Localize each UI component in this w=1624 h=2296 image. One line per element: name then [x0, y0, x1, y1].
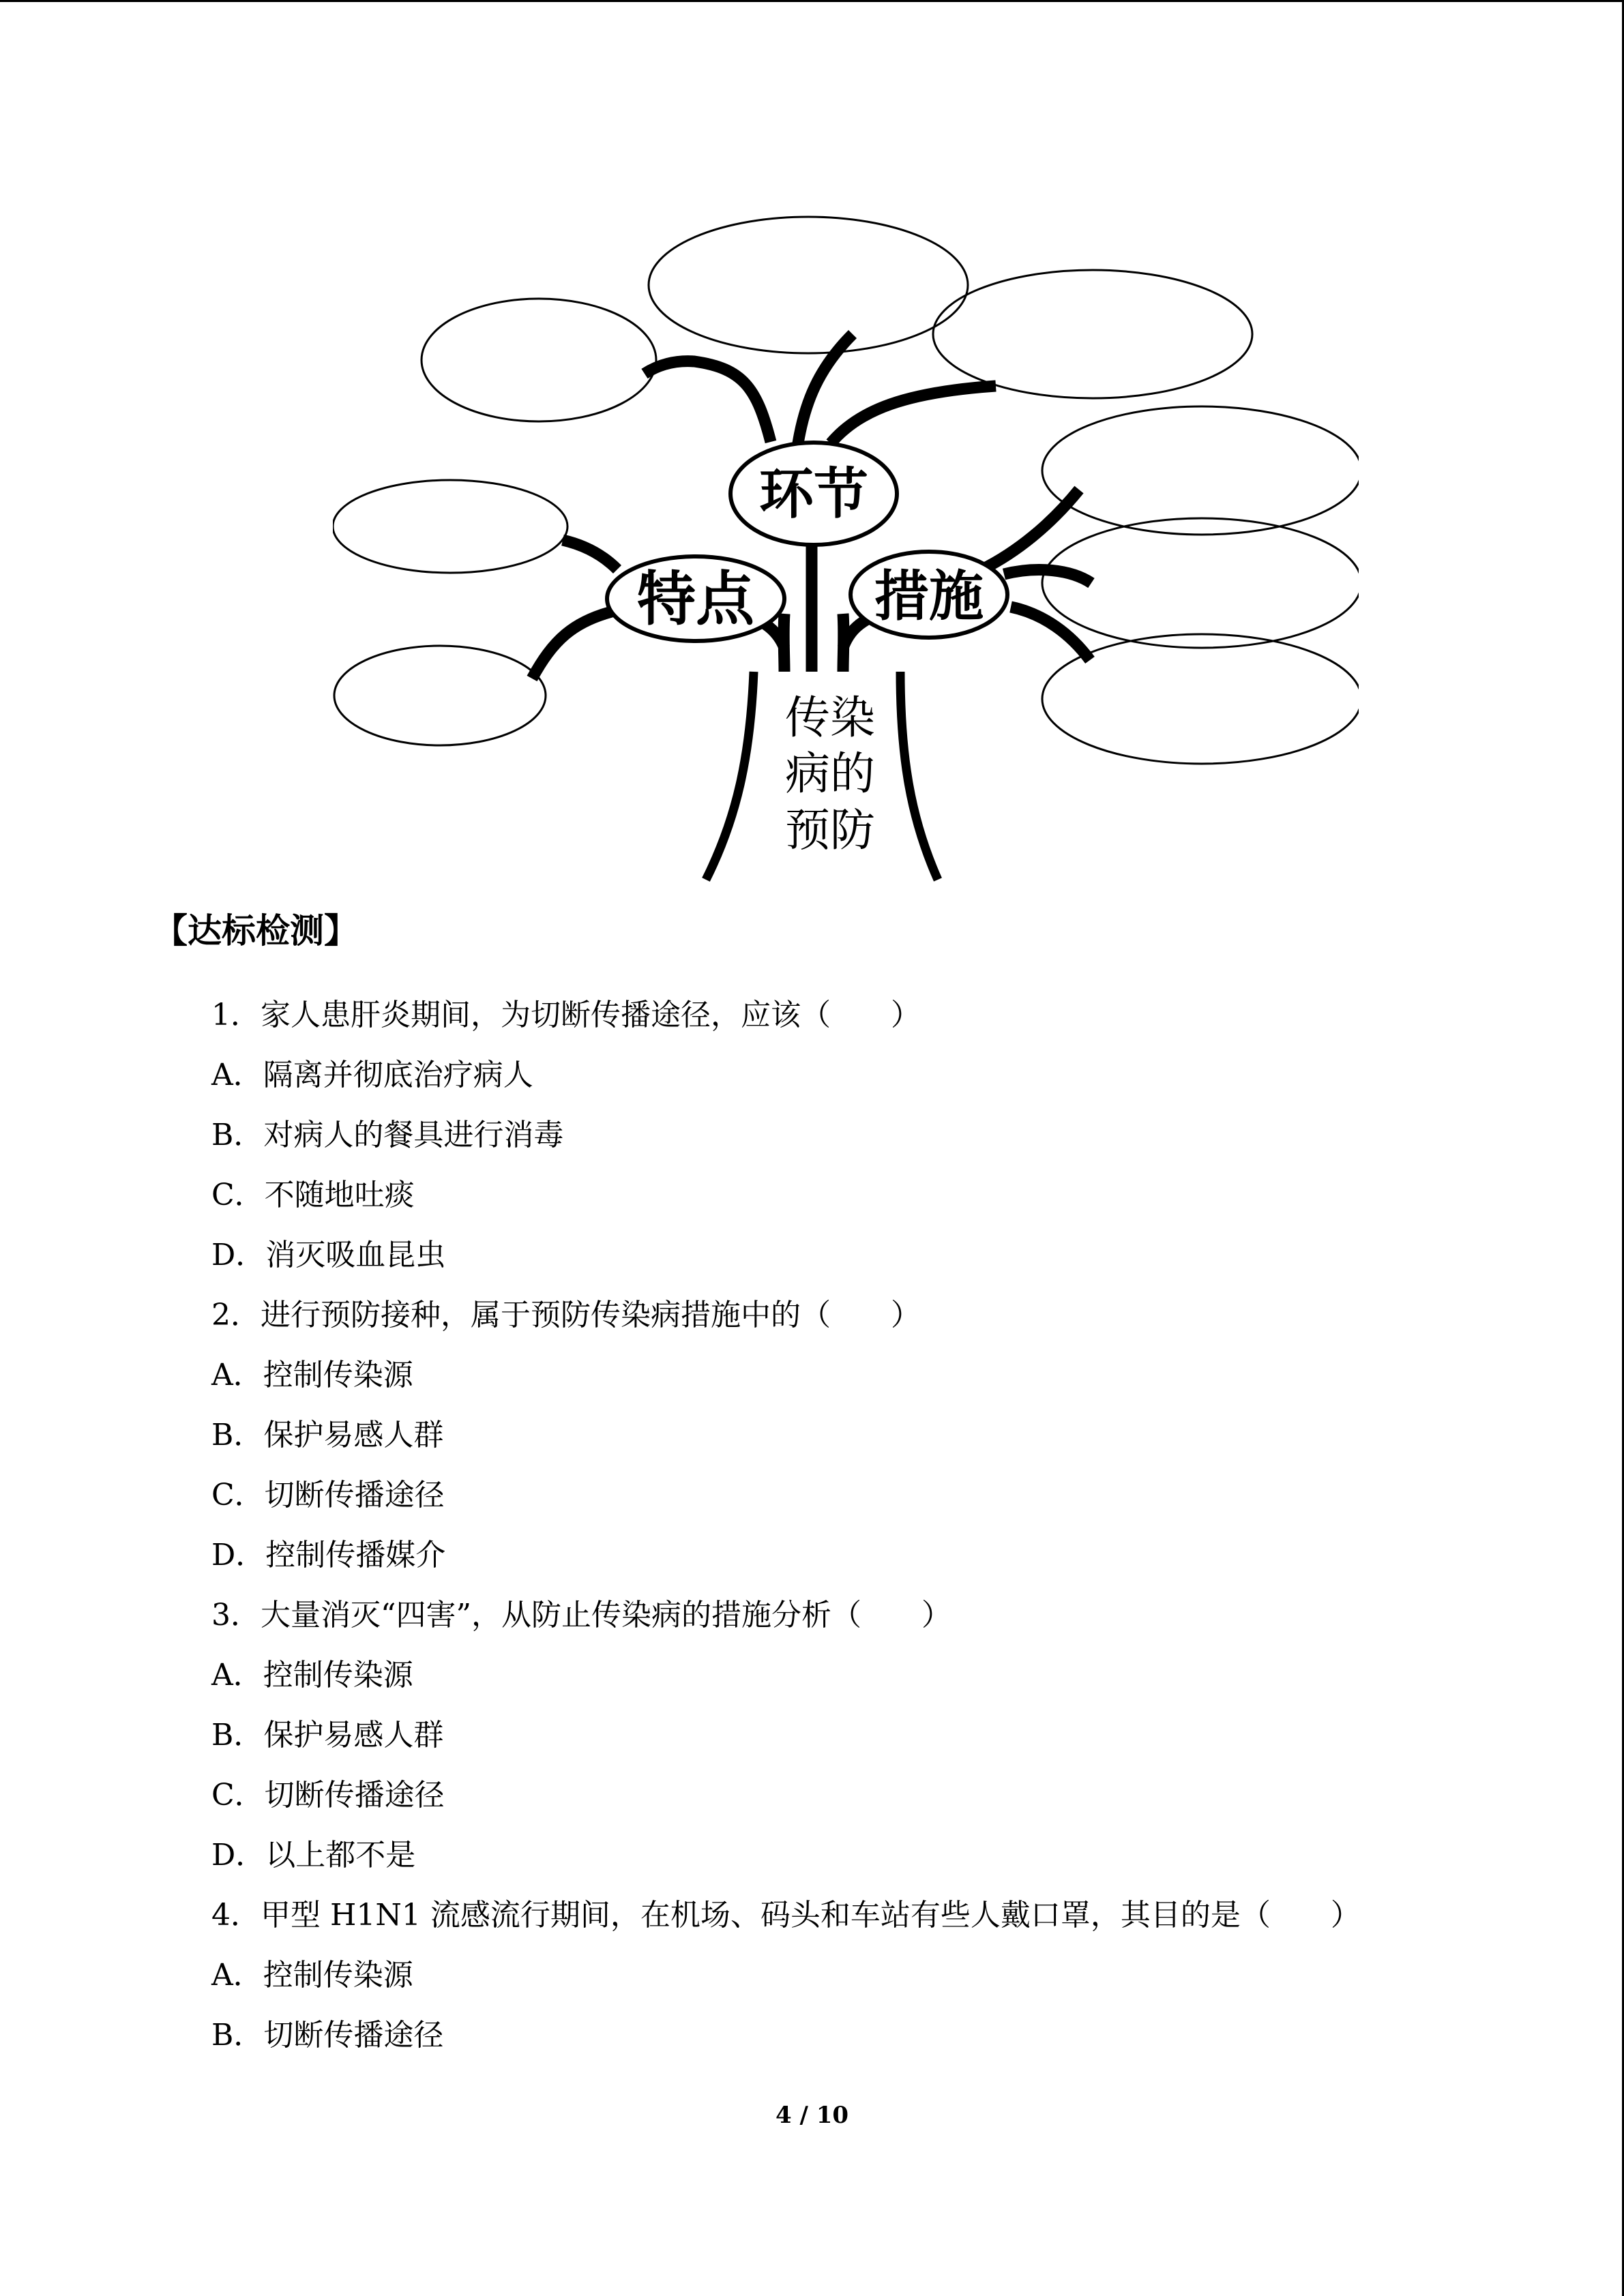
concept-tree-diagram: [0, 0, 1624, 900]
trunk-label: [785, 691, 875, 856]
node-links: [730, 443, 897, 545]
section-title: 【达标检测】: [153, 911, 358, 951]
option-a: A．控制传染源: [211, 1658, 413, 1693]
blank-oval-left-lower: [334, 646, 546, 745]
option-d: D．以上都不是: [211, 1838, 416, 1873]
option-d: D．消灭吸血昆虫: [211, 1238, 446, 1272]
question-stem: 2．进行预防接种，属于预防传染病措施中的（ ）: [211, 1298, 921, 1332]
blank-oval-left-upper: [333, 480, 567, 573]
question-1: [211, 985, 1507, 1285]
question-4: [211, 1885, 1507, 2066]
question-stem: 4．甲型 H1N1 流感流行期间，在机场、码头和车站有些人戴口罩，其目的是（ ）: [211, 1898, 1361, 1933]
option-a: A．控制传染源: [211, 1358, 413, 1392]
node-measures-label: 措施: [874, 565, 984, 628]
question-stem: 3．大量消灭“四害”，从防止传染病的措施分析（ ）: [211, 1598, 951, 1632]
question-2: [211, 1285, 1507, 1585]
node-features: [607, 556, 784, 641]
blank-oval-right-top: [1042, 406, 1361, 535]
option-b: B．保护易感人群: [211, 1418, 444, 1452]
trunk-label-line-1: 传染: [785, 691, 875, 744]
question-list: [211, 985, 1507, 2066]
option-d: D．控制传播媒介: [211, 1538, 446, 1572]
question-stem: 1．家人患肝炎期间，为切断传播途径，应该（ ）: [211, 998, 921, 1032]
question-3: [211, 1585, 1507, 1885]
option-a: A．控制传染源: [211, 1958, 413, 1993]
page-number: 4 / 10: [775, 2102, 849, 2129]
option-b: B．切断传播途径: [211, 2018, 444, 2053]
node-features-label: 特点: [637, 565, 754, 633]
option-a: A．隔离并彻底治疗病人: [211, 1058, 533, 1092]
trunk-label-line-2: 病的: [785, 747, 875, 800]
trunk-label-line-3: 预防: [785, 804, 875, 856]
node-links-label: 环节: [759, 462, 868, 526]
option-b: B．对病人的餐具进行消毒: [211, 1118, 564, 1152]
blank-oval-top-left: [422, 299, 656, 421]
option-b: B．保护易感人群: [211, 1718, 444, 1753]
option-c: C．切断传播途径: [211, 1778, 445, 1813]
option-c: C．切断传播途径: [211, 1478, 445, 1512]
option-c: C．不随地吐痰: [211, 1178, 415, 1212]
blank-oval-top-right: [933, 270, 1252, 398]
blank-oval-top-center: [649, 217, 968, 353]
node-measures: [851, 552, 1007, 638]
